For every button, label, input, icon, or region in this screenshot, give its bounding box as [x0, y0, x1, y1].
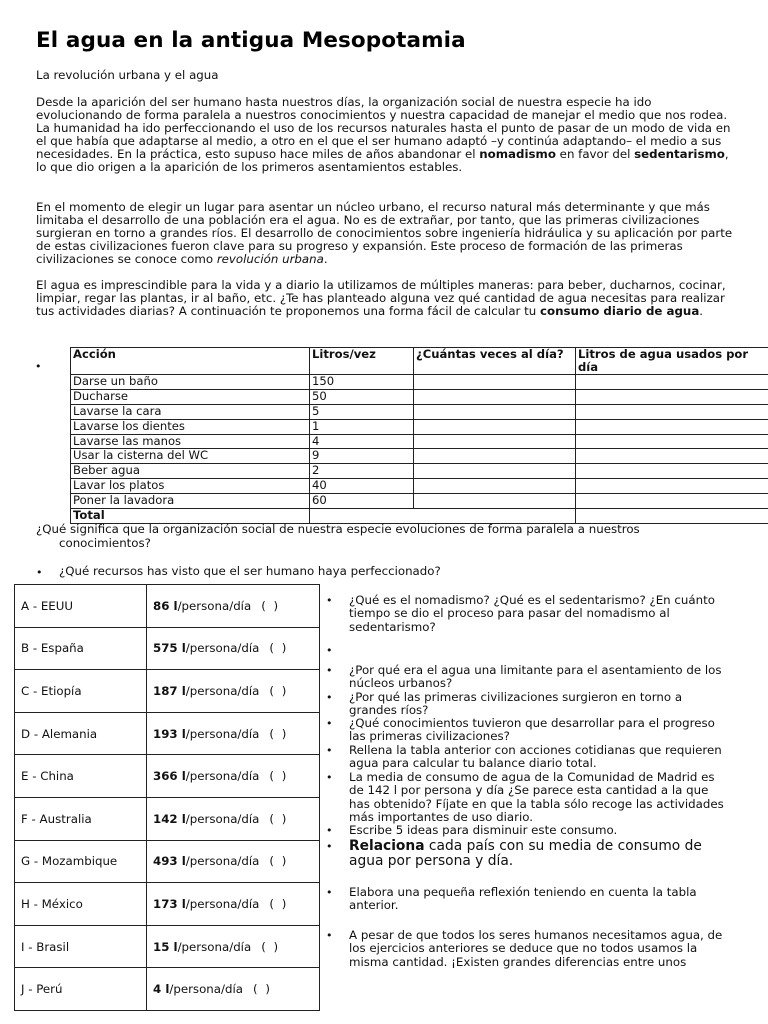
daily-liters-input-cell[interactable] [576, 389, 768, 404]
consumption-unit: /persona/día [177, 939, 252, 954]
country-row [15, 883, 320, 926]
consumption-amount: 575 l [153, 641, 186, 656]
paragraph-1-text-c: , lo que dio origen a la aparición de los primeros asentamientos estables. [36, 147, 729, 175]
liters-cell: 50 [310, 389, 414, 404]
exercise-text: Rellena la tabla anterior con acciones cotidianas que requieren agua para calcular tu balance diario total. [349, 743, 722, 771]
list-bullet: • [326, 594, 333, 607]
country-consumption [147, 585, 320, 628]
country-name: E - China [15, 755, 147, 798]
country-row [15, 925, 320, 968]
country-row [15, 840, 320, 883]
consumption-unit: /persona/día [185, 811, 260, 826]
consumption-unit: /persona/día [185, 769, 260, 784]
country-consumption [147, 968, 320, 1011]
list-bullet: • [326, 691, 333, 704]
daily-liters-input-cell[interactable] [576, 479, 768, 494]
country-row [15, 627, 320, 670]
answer-blank[interactable]: ( ) [269, 854, 289, 869]
question-1-line-2: conocimientos? [59, 536, 151, 550]
country-name: C - Etiopía [15, 670, 147, 713]
paragraph-2-text-a: En el momento de elegir un lugar para asentar un núcleo urbano, el recurso natural más determinante y que más limitaba el desarrollo de una población era el agua. No es de extrañar, por tanto, que las primeras civilizaciones surgieran en torno a grandes ríos. El desarrollo de conocimientos sobre ingeniería hidráulica y su aplicación por parte de estas civilizaciones fueron clave para su progreso y expansión. Este proceso de formación de las primeras civilizaciones se conoce como [36, 200, 733, 267]
paragraph-1 [36, 96, 736, 175]
list-bullet: • [326, 824, 333, 837]
consumption-amount: 366 l [153, 769, 186, 784]
table-row [71, 419, 768, 434]
country-name: I - Brasil [15, 925, 147, 968]
exercise-text: A pesar de que todos los seres humanos necesitamos agua, de los ejercicios anteriores se deduce que no todos usamos la misma cantidad. ¡Existen grandes diferencias entre unos [349, 928, 723, 969]
exercise-text: Escribe 5 ideas para disminuir este consumo. [349, 823, 618, 837]
consumption-unit: /persona/día [185, 854, 260, 869]
answer-blank[interactable]: ( ) [261, 939, 281, 954]
paragraph-2-italic: revolución urbana [216, 252, 324, 267]
times-input-cell[interactable] [414, 449, 576, 464]
table-bullet: • [35, 360, 42, 373]
country-row [15, 712, 320, 755]
water-usage-table [70, 347, 768, 524]
country-row [15, 755, 320, 798]
liters-cell: 5 [310, 404, 414, 419]
exercise-text: ¿Qué es el nomadismo? ¿Qué es el sedentarismo? ¿En cuánto tiempo se dio el proceso para pasar del nomadismo al sedentarismo? [349, 593, 715, 634]
answer-blank[interactable]: ( ) [269, 769, 289, 784]
paragraph-1-bold-sedentarismo: sedentarismo [634, 147, 725, 162]
country-consumption [147, 883, 320, 926]
country-row [15, 670, 320, 713]
header-action: Acción [71, 348, 310, 375]
consumption-unit: /persona/día [177, 598, 252, 613]
liters-cell: 2 [310, 464, 414, 479]
table-row [71, 464, 768, 479]
header-times-per-day: ¿Cuántas veces al día? [414, 348, 576, 375]
liters-cell: 9 [310, 449, 414, 464]
answer-blank[interactable]: ( ) [269, 726, 289, 741]
daily-liters-input-cell[interactable] [576, 464, 768, 479]
country-name: A - EEUU [15, 585, 147, 628]
answer-blank[interactable]: ( ) [269, 683, 289, 698]
country-name: G - Mozambique [15, 840, 147, 883]
list-bullet: • [326, 744, 333, 757]
country-name: F - Australia [15, 797, 147, 840]
exercise-text: Elabora una pequeña reflexión teniendo en cuenta la tabla anterior. [349, 885, 697, 913]
consumption-amount: 86 l [153, 598, 178, 613]
header-liters: Litros/vez [310, 348, 414, 375]
country-consumption [147, 925, 320, 968]
daily-liters-input-cell[interactable] [576, 375, 768, 390]
consumption-unit: /persona/día [185, 726, 260, 741]
list-bullet: • [326, 886, 333, 899]
total-label: Total [71, 509, 310, 524]
question-2-bullet: • [36, 566, 43, 579]
country-name: H - México [15, 883, 147, 926]
action-cell: Beber agua [71, 464, 310, 479]
daily-liters-input-cell[interactable] [576, 404, 768, 419]
liters-cell: 60 [310, 494, 414, 509]
exercise-text: ¿Qué conocimientos tuvieron que desarrollar para el progreso las primeras civilizaciones? [349, 716, 715, 744]
daily-liters-input-cell[interactable] [576, 494, 768, 509]
answer-blank[interactable]: ( ) [261, 598, 281, 613]
list-bullet: • [326, 664, 333, 677]
country-name: B - España [15, 627, 147, 670]
action-cell: Usar la cisterna del WC [71, 449, 310, 464]
action-cell: Poner la lavadora [71, 494, 310, 509]
times-input-cell[interactable] [414, 434, 576, 449]
section-subtitle: La revolución urbana y el agua [36, 68, 219, 82]
list-bullet: • [326, 771, 333, 784]
times-input-cell[interactable] [414, 479, 576, 494]
times-input-cell[interactable] [414, 419, 576, 434]
country-consumption [147, 712, 320, 755]
consumption-unit: /persona/día [185, 683, 260, 698]
country-name: J - Perú [15, 968, 147, 1011]
action-cell: Lavarse la cara [71, 404, 310, 419]
exercise-bold-verb: Relaciona [349, 838, 425, 854]
table-row [71, 404, 768, 419]
answer-blank[interactable]: ( ) [269, 811, 289, 826]
paragraph-3-bold: consumo diario de agua [540, 304, 700, 319]
answer-blank[interactable]: ( ) [269, 896, 289, 911]
table-row [71, 479, 768, 494]
question-2: ¿Qué recursos has visto que el ser humano haya perfeccionado? [59, 564, 441, 578]
consumption-amount: 187 l [153, 683, 186, 698]
liters-cell: 40 [310, 479, 414, 494]
daily-liters-input-cell[interactable] [576, 449, 768, 464]
table-row [71, 449, 768, 464]
country-row [15, 797, 320, 840]
paragraph-3 [36, 279, 736, 318]
exercise-text [349, 839, 732, 869]
paragraph-2-text-b: . [323, 252, 328, 267]
table-row [71, 434, 768, 449]
country-consumption [147, 797, 320, 840]
paragraph-3-text-a: El agua es imprescindible para la vida y a diario la utilizamos de múltiples maneras: para beber, ducharnos, cocinar, limpiar, regar las plantas, ir al baño, etc. ¿Te has planteado alguna vez qué cantidad de agua necesitas para realizar tus actividades diarias? A continuación te proponemos una forma fácil de calcular tu [36, 278, 726, 319]
country-row [15, 968, 320, 1011]
liters-cell: 1 [310, 419, 414, 434]
daily-liters-input-cell[interactable] [576, 419, 768, 434]
header-liters-per-day: Litros de agua usados por día [576, 348, 768, 375]
consumption-amount: 4 l [153, 982, 170, 997]
paragraph-3-text-b: . [699, 304, 704, 319]
table-row [71, 389, 768, 404]
page-title: El agua en la antigua Mesopotamia [36, 28, 466, 53]
times-input-cell[interactable] [414, 375, 576, 390]
question-1-line-1: ¿Qué significa que la organización social de nuestra especie evoluciones de forma paralela a nuestros [36, 522, 640, 536]
table-header-row [71, 348, 768, 375]
answer-blank[interactable]: ( ) [269, 641, 289, 656]
action-cell: Ducharse [71, 389, 310, 404]
liters-cell: 150 [310, 375, 414, 390]
list-bullet: • [326, 717, 333, 730]
times-input-cell[interactable] [414, 464, 576, 479]
exercise-rest: cada país con su media de consumo de agua por persona y día. [349, 838, 702, 869]
country-row [15, 585, 320, 628]
action-cell: Lavarse los dientes [71, 419, 310, 434]
consumption-unit: /persona/día [169, 982, 243, 997]
answer-blank[interactable]: ( ) [252, 982, 272, 997]
table-row [71, 494, 768, 509]
action-cell: Darse un baño [71, 375, 310, 390]
table-row [71, 375, 768, 390]
action-cell: Lavarse las manos [71, 434, 310, 449]
consumption-amount: 173 l [153, 896, 186, 911]
times-input-cell[interactable] [414, 494, 576, 509]
country-consumption [147, 755, 320, 798]
list-bullet: • [326, 644, 333, 657]
consumption-amount: 142 l [153, 811, 186, 826]
country-consumption [147, 840, 320, 883]
country-consumption [147, 627, 320, 670]
country-consumption [147, 670, 320, 713]
exercise-text: ¿Por qué era el agua una limitante para el asentamiento de los núcleos urbanos? [349, 663, 722, 691]
country-name: D - Alemania [15, 712, 147, 755]
paragraph-1-text-b: en favor del [555, 147, 635, 162]
list-bullet: • [326, 929, 333, 942]
exercise-text: La media de consumo de agua de la Comunidad de Madrid es de 142 l por persona y día ¿Se parece esta cantidad a la que has obtenido? Fíjate en que la tabla sólo recoge las actividades más importantes de uso diario. [349, 770, 724, 825]
consumption-amount: 493 l [153, 854, 186, 869]
consumption-amount: 15 l [153, 939, 178, 954]
consumption-amount: 193 l [153, 726, 186, 741]
action-cell: Lavar los platos [71, 479, 310, 494]
list-bullet: • [326, 840, 333, 853]
paragraph-2 [36, 201, 736, 266]
exercise-text: ¿Por qué las primeras civilizaciones surgieron en torno a grandes ríos? [349, 690, 683, 718]
times-input-cell[interactable] [414, 404, 576, 419]
country-consumption-table [14, 584, 320, 1011]
paragraph-1-bold-nomadismo: nomadismo [479, 147, 556, 162]
liters-cell: 4 [310, 434, 414, 449]
paragraph-1-text-a: Desde la aparición del ser humano hasta nuestros días, la organización social de nuestra especie ha ido evolucionando de forma paralela a nuestros conocimientos y nuestra capacidad de manejar el medio que nos rodea. La humanidad ha ido perfeccionando el uso de los recursos naturales hasta el punto de pasar de un modo de vida en el que había que adaptarse al medio, a otro en el que el ser humano adaptó –y continúa adaptando– el medio a sus necesidades. En la práctica, esto supuso hace miles de años abandonar el [36, 95, 731, 162]
consumption-unit: /persona/día [185, 641, 260, 656]
daily-liters-input-cell[interactable] [576, 434, 768, 449]
times-input-cell[interactable] [414, 389, 576, 404]
consumption-unit: /persona/día [185, 896, 260, 911]
